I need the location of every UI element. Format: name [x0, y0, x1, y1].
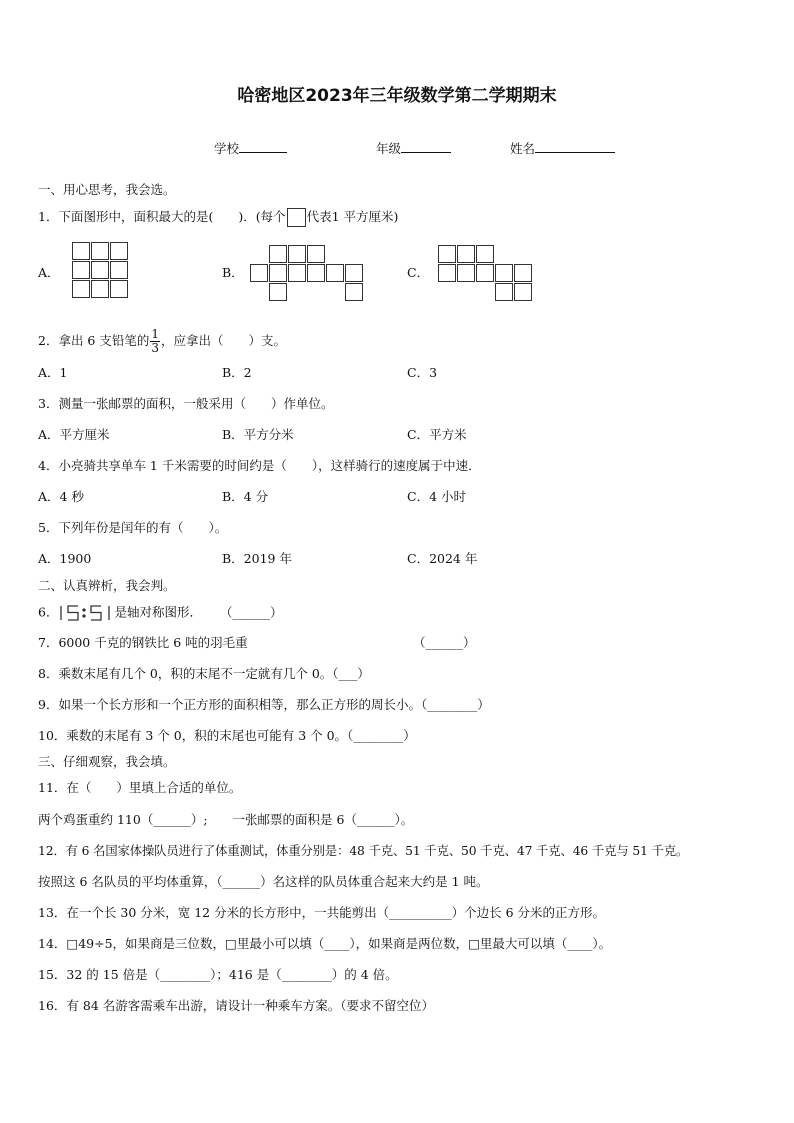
grade-field[interactable] — [376, 140, 451, 157]
q6-answer-paren[interactable]: （______） — [219, 604, 283, 620]
fraction-numerator: 1 — [151, 327, 159, 341]
section-1-heading: 一、用心思考，我会选。 — [38, 182, 176, 197]
q4-option-a[interactable]: A．4 秒 — [38, 489, 84, 504]
question-16: 16．有 84 名游客需乘车出游，请设计一种乘车方案。（要求不留空位） — [38, 998, 435, 1013]
fraction — [150, 328, 160, 355]
question-4: 4．小亮骑共享单车 1 千米需要的时间约是（ ），这样骑行的速度属于中速． — [38, 458, 481, 473]
name-label: 姓名 — [510, 141, 536, 156]
q5-option-c[interactable]: C．2024 年 — [407, 551, 478, 566]
unit-square-icon — [287, 208, 306, 227]
school-blank[interactable] — [239, 140, 287, 153]
q2-stem-b: ，应拿出（ ）支。 — [161, 333, 287, 348]
q1-option-c-figure — [438, 245, 534, 302]
question-14: 14．□49÷5，如果商是三位数，□里最小可以填（____），如果商是两位数，□里最大可以填（____）。 — [38, 936, 612, 951]
question-8: 8．乘数末尾有几个 0，积的末尾不一定就有几个 0。（___） — [38, 666, 370, 681]
school-label: 学校 — [214, 141, 240, 156]
q2-option-b[interactable]: B．2 — [222, 365, 252, 380]
grade-label: 年级 — [376, 141, 402, 156]
section-2-heading: 二、认真辨析，我会判。 — [38, 578, 176, 593]
q5-option-b[interactable]: B．2019 年 — [222, 551, 292, 566]
question-1 — [38, 208, 398, 227]
question-3: 3．测量一张邮票的面积，一般采用（ ）作单位。 — [38, 396, 334, 411]
school-field[interactable] — [214, 140, 287, 157]
q1-option-a-figure — [72, 242, 129, 299]
q11-fill-line: 两个鸡蛋重约 110（______）; 一张邮票的面积是 6（______）。 — [38, 812, 414, 827]
page-title: 哈密地区2023年三年级数学第二学期期末 — [237, 86, 557, 106]
question-7: 7．6000 千克的钢铁比 6 吨的羽毛重 — [38, 635, 248, 650]
q6-stem: 是轴对称图形． — [114, 604, 202, 620]
q6-number: 6． — [38, 604, 59, 620]
q1-option-b-figure — [250, 245, 365, 302]
q4-option-c[interactable]: C．4 小时 — [407, 489, 466, 504]
q3-option-c[interactable]: C．平方米 — [407, 427, 467, 442]
q2-stem-a: 2．拿出 6 支铅笔的 — [38, 333, 150, 348]
question-12-line-1: 12．有 6 名国家体操队员进行了体重测试，体重分别是：48 千克、51 千克、50 千克、47 千克、46 千克与 51 千克。 — [38, 844, 689, 858]
q3-option-a[interactable]: A．平方厘米 — [38, 427, 110, 442]
q1-stem-a: 1．下面图形中，面积最大的是( )．(每个 — [38, 209, 286, 224]
q7-answer-paren[interactable]: （______） — [413, 635, 476, 650]
question-9: 9．如果一个长方形和一个正方形的面积相等，那么正方形的周长小。（________） — [38, 697, 490, 712]
question-2 — [38, 328, 286, 355]
q1-option-a-label: A． — [38, 265, 60, 280]
q5-option-a[interactable]: A．1900 — [38, 551, 92, 566]
grade-blank[interactable] — [401, 140, 451, 153]
digital-clock-display-icon — [58, 604, 114, 622]
fraction-denominator: 3 — [151, 341, 159, 355]
question-12-line-2: 按照这 6 名队员的平均体重算，（______）名这样的队员体重合起来大约是 1 吨。 — [38, 874, 489, 889]
q3-option-b[interactable]: B．平方分米 — [222, 427, 294, 442]
q1-stem-b: 代表1 平方厘米) — [306, 209, 399, 224]
question-15: 15．32 的 15 倍是（________）；416 是（________）的 4 倍。 — [38, 967, 398, 982]
q1-option-b-label: B． — [222, 265, 244, 280]
q2-option-a[interactable]: A．1 — [38, 365, 68, 380]
question-11: 11．在（ ）里填上合适的单位。 — [38, 780, 242, 795]
q4-option-b[interactable]: B．4 分 — [222, 489, 269, 504]
q1-option-c-label: C． — [407, 265, 430, 280]
question-6 — [38, 604, 282, 622]
question-10: 10．乘数的末尾有 3 个 0，积的末尾也可能有 3 个 0。（________） — [38, 728, 416, 743]
question-13: 13．在一个长 30 分米，宽 12 分米的长方形中，一共能剪出（__________）个边长 6 分米的正方形。 — [38, 905, 606, 920]
q2-option-c[interactable]: C．3 — [407, 365, 438, 380]
question-5: 5．下列年份是闰年的有（ ）。 — [38, 520, 228, 535]
name-field[interactable] — [510, 140, 615, 157]
section-3-heading: 三、仔细观察，我会填。 — [38, 754, 176, 769]
name-blank[interactable] — [535, 140, 615, 153]
